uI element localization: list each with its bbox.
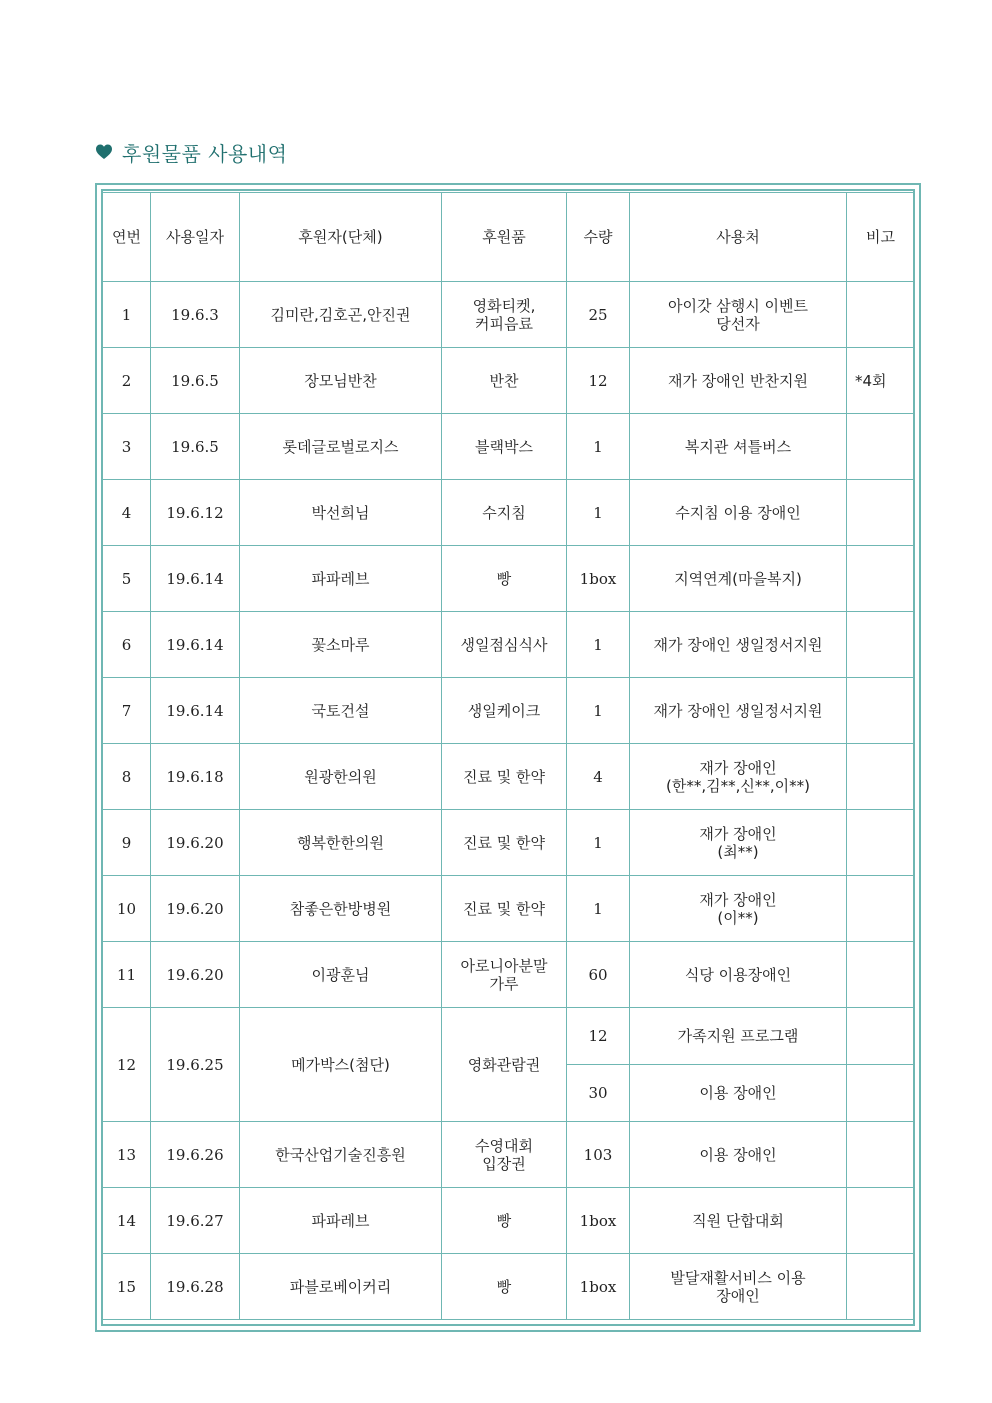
note [847, 612, 915, 678]
table-body [103, 282, 915, 1320]
use-date: 19.6.20 [151, 810, 240, 876]
donor-name: 파파레브 [240, 546, 442, 612]
donor-name: 메가박스(첨단) [240, 1008, 442, 1122]
usage-place-line: 재가 장애인 생일정서지원 [653, 635, 823, 654]
quantity: 1 [567, 612, 630, 678]
usage-place-line: 당선자 [716, 314, 760, 333]
note [847, 1065, 915, 1122]
usage-place [630, 810, 847, 876]
usage-place [630, 1254, 847, 1320]
row-number: 4 [103, 480, 151, 546]
donated-item [442, 546, 567, 612]
donor-name: 국토건설 [240, 678, 442, 744]
note [847, 1008, 915, 1065]
use-date: 19.6.18 [151, 744, 240, 810]
donated-item-line: 블랙박스 [475, 437, 533, 456]
usage-place-line: 재가 장애인 [699, 824, 777, 843]
table-row [103, 1188, 915, 1254]
row-number: 12 [103, 1008, 151, 1122]
row-number: 13 [103, 1122, 151, 1188]
usage-place-line: 재가 장애인 생일정서지원 [653, 701, 823, 720]
row-number: 10 [103, 876, 151, 942]
usage-place-line: 이용 장애인 [699, 1145, 777, 1164]
quantity: 4 [567, 744, 630, 810]
table-row [103, 1008, 915, 1065]
donated-item [442, 744, 567, 810]
row-number: 1 [103, 282, 151, 348]
use-date: 19.6.27 [151, 1188, 240, 1254]
use-date: 19.6.25 [151, 1008, 240, 1122]
donated-item-line: 수지침 [482, 503, 526, 522]
donor-name: 파블로베이커리 [240, 1254, 442, 1320]
donated-item [442, 1254, 567, 1320]
use-date: 19.6.26 [151, 1122, 240, 1188]
table-row [103, 414, 915, 480]
donated-item [442, 810, 567, 876]
usage-place-line: 식당 이용장애인 [684, 965, 792, 984]
note [847, 1254, 915, 1320]
row-number: 7 [103, 678, 151, 744]
table-row [103, 612, 915, 678]
donated-item-line: 영화관람권 [467, 1055, 541, 1074]
quantity: 60 [567, 942, 630, 1008]
usage-place [630, 612, 847, 678]
donor-name: 원광한의원 [240, 744, 442, 810]
use-date: 19.6.28 [151, 1254, 240, 1320]
note [847, 1188, 915, 1254]
donor-name: 박선희님 [240, 480, 442, 546]
note [847, 810, 915, 876]
quantity: 1 [567, 876, 630, 942]
donation-usage-table [102, 192, 915, 1320]
quantity: 1 [567, 414, 630, 480]
header-place: 사용처 [630, 193, 847, 282]
usage-place [630, 414, 847, 480]
table-row [103, 282, 915, 348]
donor-name: 참좋은한방병원 [240, 876, 442, 942]
note: *4회 [847, 348, 915, 414]
donor-name: 꽃소마루 [240, 612, 442, 678]
donated-item [442, 612, 567, 678]
usage-place: 이용 장애인 [630, 1065, 847, 1122]
donated-item [442, 414, 567, 480]
row-number: 5 [103, 546, 151, 612]
use-date: 19.6.12 [151, 480, 240, 546]
usage-place-line: (최**) [717, 842, 759, 861]
quantity: 103 [567, 1122, 630, 1188]
usage-place-line: 가족지원 프로그램 [677, 1027, 799, 1045]
donated-item-line: 진료 및 한약 [463, 767, 545, 786]
donated-item [442, 678, 567, 744]
donated-item-line: 반찬 [489, 371, 519, 390]
page-heading [96, 136, 287, 168]
usage-place [630, 282, 847, 348]
usage-place-line: 지역연계(마을복지) [674, 569, 802, 588]
header-donor: 후원자(단체) [240, 193, 442, 282]
donor-name: 장모님반찬 [240, 348, 442, 414]
table-row [103, 810, 915, 876]
table-row [103, 744, 915, 810]
donated-item [442, 348, 567, 414]
row-number: 2 [103, 348, 151, 414]
donated-item-line: 진료 및 한약 [463, 899, 545, 918]
usage-place [630, 744, 847, 810]
donated-item-line: 생일점심식사 [460, 635, 548, 654]
header-item: 후원품 [442, 193, 567, 282]
donated-item-line: 커피음료 [475, 314, 533, 333]
use-date: 19.6.3 [151, 282, 240, 348]
row-number: 6 [103, 612, 151, 678]
quantity: 12 [567, 348, 630, 414]
donated-item-line: 생일케이크 [467, 701, 541, 720]
usage-place-line: 재가 장애인 [699, 758, 777, 777]
use-date: 19.6.14 [151, 612, 240, 678]
usage-place [630, 546, 847, 612]
use-date: 19.6.20 [151, 876, 240, 942]
note [847, 282, 915, 348]
note [847, 678, 915, 744]
usage-place [630, 1122, 847, 1188]
donor-name: 파파레브 [240, 1188, 442, 1254]
table-row [103, 1122, 915, 1188]
donated-item-line: 입장권 [482, 1154, 526, 1173]
quantity: 1box [567, 546, 630, 612]
quantity: 30 [567, 1065, 630, 1122]
donor-name: 한국산업기술진흥원 [240, 1122, 442, 1188]
use-date: 19.6.5 [151, 414, 240, 480]
donated-item-line: 수영대회 [475, 1136, 533, 1155]
heart-icon [96, 144, 112, 160]
row-number: 9 [103, 810, 151, 876]
donor-name: 롯데글로벌로지스 [240, 414, 442, 480]
usage-place [630, 876, 847, 942]
usage-place-line: 수지침 이용 장애인 [675, 503, 801, 522]
row-number: 14 [103, 1188, 151, 1254]
use-date: 19.6.5 [151, 348, 240, 414]
usage-place-line: 복지관 셔틀버스 [684, 437, 792, 456]
note [847, 414, 915, 480]
quantity: 1 [567, 678, 630, 744]
usage-place-line: 재가 장애인 [699, 890, 777, 909]
usage-place-line: 아이갓 삼행시 이벤트 [668, 296, 808, 315]
usage-place [630, 942, 847, 1008]
donated-item [442, 942, 567, 1008]
note [847, 942, 915, 1008]
usage-place-line: 발달재활서비스 이용 [670, 1268, 806, 1287]
quantity: 1 [567, 810, 630, 876]
note [847, 744, 915, 810]
use-date: 19.6.20 [151, 942, 240, 1008]
donated-item [442, 1188, 567, 1254]
usage-place-line: 장애인 [716, 1286, 760, 1305]
row-number: 15 [103, 1254, 151, 1320]
donated-item [442, 282, 567, 348]
donated-item-line: 빵 [496, 1277, 512, 1296]
quantity: 25 [567, 282, 630, 348]
usage-place [630, 480, 847, 546]
table-header-row [103, 193, 915, 282]
page-title: 후원물품 사용내역 [122, 141, 288, 166]
use-date: 19.6.14 [151, 546, 240, 612]
donated-item-line: 빵 [496, 1211, 512, 1230]
usage-place [630, 348, 847, 414]
usage-place-line: (한**,김**,신**,이**) [666, 776, 810, 795]
quantity: 1 [567, 480, 630, 546]
donated-item [442, 480, 567, 546]
note [847, 1122, 915, 1188]
note [847, 546, 915, 612]
quantity: 1box [567, 1188, 630, 1254]
usage-place [630, 678, 847, 744]
donor-name: 행복한한의원 [240, 810, 442, 876]
donated-item-line: 아로니아분말 [460, 956, 548, 975]
table-row [103, 348, 915, 414]
donated-item [442, 876, 567, 942]
quantity: 12 [567, 1008, 630, 1065]
table-row [103, 942, 915, 1008]
table-row [103, 1254, 915, 1320]
donor-name: 이광훈님 [240, 942, 442, 1008]
donated-item-line: 영화티켓, [472, 296, 536, 315]
table-row [103, 480, 915, 546]
row-number: 8 [103, 744, 151, 810]
row-number: 3 [103, 414, 151, 480]
header-date: 사용일자 [151, 193, 240, 282]
table-row [103, 678, 915, 744]
usage-place-line: 직원 단합대회 [692, 1211, 784, 1230]
donated-item-line: 진료 및 한약 [463, 833, 545, 852]
header-qty: 수량 [567, 193, 630, 282]
row-number: 11 [103, 942, 151, 1008]
usage-place-line: 재가 장애인 반찬지원 [668, 371, 808, 390]
note [847, 876, 915, 942]
note [847, 480, 915, 546]
usage-place-line: (이**) [717, 908, 759, 927]
donated-item [442, 1122, 567, 1188]
donated-item [442, 1008, 567, 1122]
quantity: 1box [567, 1254, 630, 1320]
use-date: 19.6.14 [151, 678, 240, 744]
donor-name: 김미란,김호곤,안진권 [240, 282, 442, 348]
usage-place [630, 1188, 847, 1254]
header-no: 연번 [103, 193, 151, 282]
usage-place [630, 1008, 847, 1065]
header-note: 비고 [847, 193, 915, 282]
table-row [103, 876, 915, 942]
donated-item-line: 빵 [496, 569, 512, 588]
donated-item-line: 가루 [489, 974, 519, 993]
table-row [103, 546, 915, 612]
